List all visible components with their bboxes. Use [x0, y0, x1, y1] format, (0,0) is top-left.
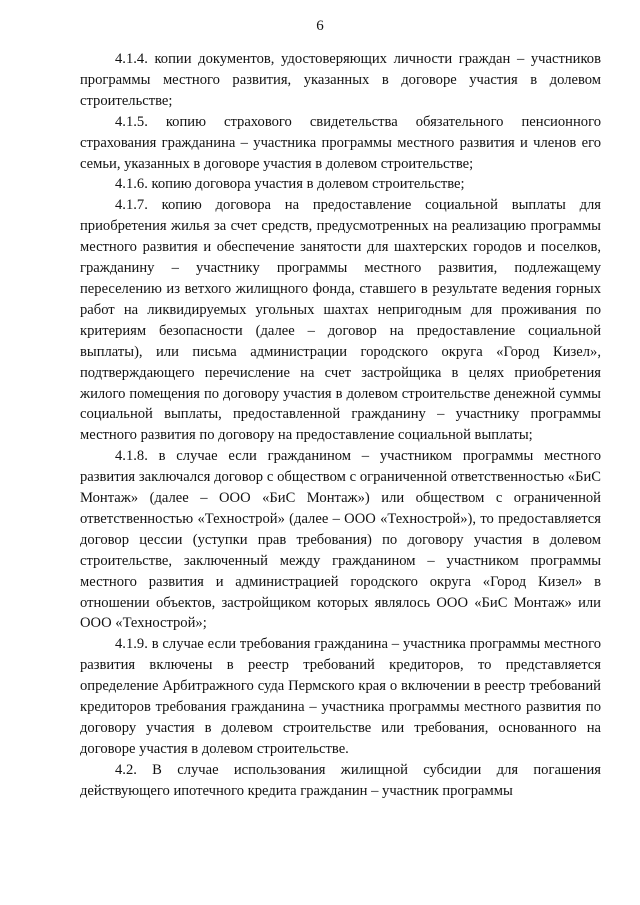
para-4-1-8: 4.1.8. в случае если гражданином – участником программы местного развития заключался договор с обществом с ограниченной ответственностью «БиС Монтаж» (далее – ООО «БиС Монтаж») или обществом с ограниченной ответственностью «Технострой» (далее – ООО «Технострой»), то предоставляется договор цессии (уступки прав требования) по договору участия в долевом строительстве, заключенный между гражданином – участником программы местного развития и администрацией городского округа «Город Кизел» в отношении объектов, застройщиком которых являлось ООО «БиС Монтаж» или ООО «Технострой»;	[80, 448, 601, 632]
page-number: 6	[316, 18, 324, 34]
para-4-1-6: 4.1.6. копию договора участия в долевом строительстве;	[115, 176, 465, 193]
para-4-1-7: 4.1.7. копию договора на предоставление социальной выплаты для приобретения жилья за счет средств, предусмотренных на реализацию программы местного развития и обеспечение занятости для шахтерских городов и поселков, гражданину – участнику программы местного развития, подлежащему переселению из ветхого жилищного фонда, ставшего в результате ведения горных работ на ликвидируемых угольных шахтах непригодным для проживания по критериям безопасности (далее – договор на предоставление социальной выплаты), или письма администрации городского округа «Город Кизел», подтверждающего перечисление на счет застройщика в целях приобретения жилого помещения по договору участия в долевом строительстве денежной суммы социальной выплаты, предоставленной гражданину – участнику программы местного развития по договору на предоставление социальной выплаты;	[80, 197, 601, 444]
para-4-1-9: 4.1.9. в случае если требования гражданина – участника программы местного развития включены в реестр требований кредиторов, то представляется определение Арбитражного суда Пермского края о включении в реестр требований кредиторов требования гражданина – участника программы местного развития по договору участия в долевом строительстве или требования, основанного на договоре участия в долевом строительстве.	[80, 636, 601, 757]
para-4-1-4: 4.1.4. копии документов, удостоверяющих личности граждан – участников программы местного развития, указанных в договоре участия в долевом строительстве;	[80, 51, 601, 109]
document-body	[80, 49, 601, 802]
para-4-2: 4.2. В случае использования жилищной субсидии для погашения действующего ипотечного кредита гражданин – участник программы	[80, 761, 601, 799]
para-4-1-5: 4.1.5. копию страхового свидетельства обязательного пенсионного страхования гражданина – участника программы местного развития и членов его семьи, указанных в договоре участия в долевом строительстве;	[80, 113, 601, 172]
